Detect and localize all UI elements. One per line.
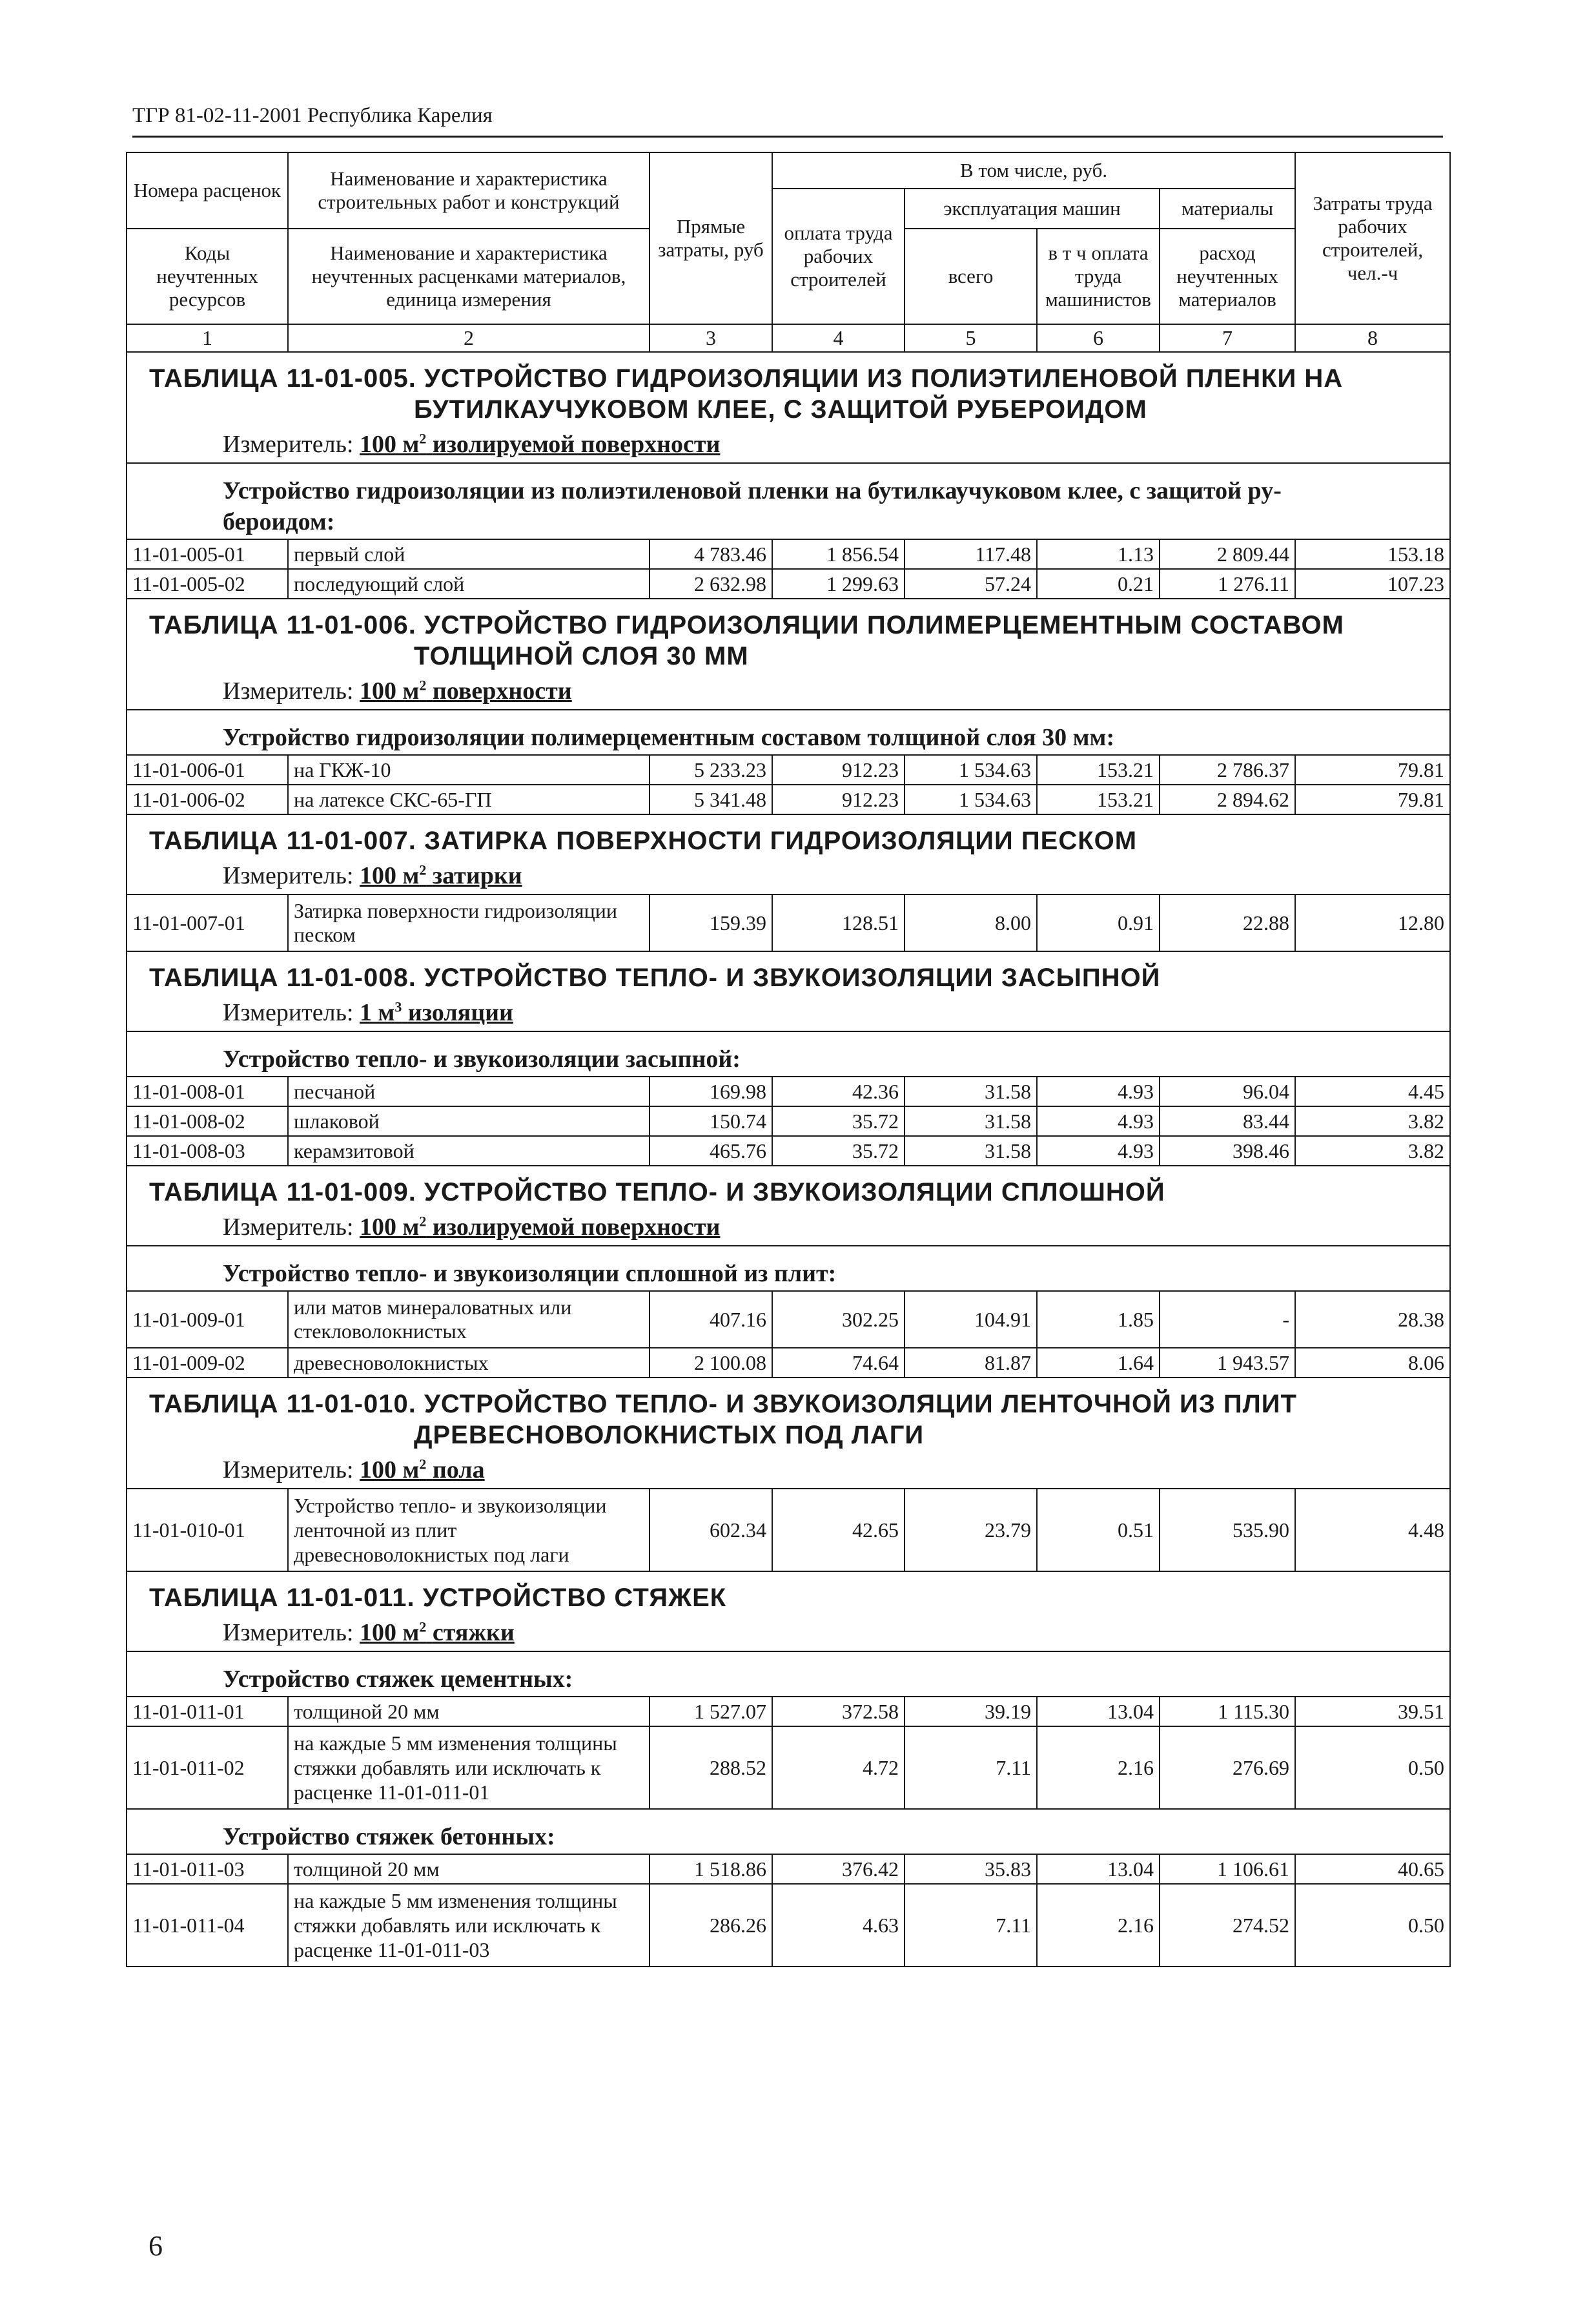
worker-wage: 4.72 [772, 1726, 905, 1809]
table-row [127, 1136, 1450, 1166]
materials-cost: - [1160, 1291, 1295, 1348]
materials-cost: 1 106.61 [1160, 1854, 1295, 1884]
table-row [127, 755, 1450, 785]
measure-number: 100 м [360, 677, 420, 705]
table-title-continuation: БУТИЛКАУЧУКОВОМ КЛЕЕ, С ЗАЩИТОЙ РУБЕРОИДОМ [414, 395, 1147, 424]
work-name: толщиной 20 мм [288, 1854, 650, 1884]
measure-power: 2 [419, 677, 427, 694]
worker-wage: 912.23 [772, 785, 905, 814]
worker-wage: 912.23 [772, 755, 905, 785]
measure-unit [360, 999, 513, 1026]
work-name: толщиной 20 мм [288, 1697, 650, 1726]
col-code-top: Номера расценок [127, 152, 288, 229]
machinist-wage: 1.13 [1037, 539, 1160, 569]
labor-hours: 79.81 [1295, 785, 1450, 814]
group-heading-text: Устройство стяжек бетонных: [223, 1823, 555, 1850]
direct-costs: 4 783.46 [650, 539, 772, 569]
labor-hours: 4.45 [1295, 1077, 1450, 1106]
table-title-row [127, 352, 1450, 428]
worker-wage: 302.25 [772, 1291, 905, 1348]
col-incl-rub: В том числе, руб. [772, 152, 1295, 189]
work-name: на ГКЖ-10 [288, 755, 650, 785]
table-title-row [127, 814, 1450, 859]
materials-cost: 96.04 [1160, 1077, 1295, 1106]
table-row [127, 894, 1450, 951]
direct-costs: 407.16 [650, 1291, 772, 1348]
col-direct-costs: Прямые затраты, руб [650, 152, 772, 324]
work-name: древесноволокнистых [288, 1348, 650, 1378]
machine-costs: 35.83 [905, 1854, 1037, 1884]
group-heading [127, 463, 1450, 539]
materials-cost: 22.88 [1160, 894, 1295, 951]
machinist-wage: 1.85 [1037, 1291, 1160, 1348]
group-heading-text: Устройство стяжек цементных: [223, 1666, 573, 1693]
rate-code: 11-01-007-01 [127, 894, 288, 951]
rate-code: 11-01-009-01 [127, 1291, 288, 1348]
measure-row [127, 859, 1450, 894]
measure-label: Измеритель: [223, 1456, 354, 1483]
table-row [127, 569, 1450, 599]
machinist-wage: 13.04 [1037, 1697, 1160, 1726]
col-materials: материалы [1160, 189, 1295, 229]
table-title [127, 1378, 1450, 1453]
group-heading [127, 1246, 1450, 1291]
col-labor: Затраты труда рабочих строителей, чел.-ч [1295, 152, 1450, 324]
materials-cost: 1 276.11 [1160, 569, 1295, 599]
table-row [127, 1291, 1450, 1348]
table-title-text: ТАБЛИЦА 11-01-005. УСТРОЙСТВО ГИДРОИЗОЛЯЦИИ ИЗ ПОЛИЭТИЛЕНОВОЙ ПЛЕНКИ НА [149, 364, 1344, 393]
group-heading-text: Устройство гидроизоляции из полиэтиленовой пленки на бутилкаучуковом клее, с защитой ру- [223, 477, 1282, 504]
machinist-wage: 4.93 [1037, 1077, 1160, 1106]
measure-power: 2 [419, 862, 427, 878]
rates-table [126, 152, 1451, 1967]
direct-costs: 169.98 [650, 1077, 772, 1106]
machine-costs: 1 534.63 [905, 785, 1037, 814]
worker-wage: 1 856.54 [772, 539, 905, 569]
col-name-top: Наименование и характеристика строительных работ и конструкций [288, 152, 650, 229]
column-number: 3 [650, 324, 772, 352]
rate-code: 11-01-009-02 [127, 1348, 288, 1378]
measure-power: 2 [419, 1213, 427, 1230]
group-heading [127, 1651, 1450, 1697]
table-row [127, 785, 1450, 814]
table-title-text: ТАБЛИЦА 11-01-007. ЗАТИРКА ПОВЕРХНОСТИ ГИДРОИЗОЛЯЦИИ ПЕСКОМ [149, 827, 1138, 855]
table-title [127, 1166, 1450, 1210]
measure-cell [127, 428, 1450, 463]
measure-cell [127, 1616, 1450, 1651]
rate-code: 11-01-008-03 [127, 1136, 288, 1166]
group-heading [127, 1031, 1450, 1077]
machinist-wage: 0.21 [1037, 569, 1160, 599]
direct-costs: 150.74 [650, 1106, 772, 1136]
work-name: песчаной [288, 1077, 650, 1106]
measure-row [127, 996, 1450, 1031]
labor-hours: 153.18 [1295, 539, 1450, 569]
worker-wage: 1 299.63 [772, 569, 905, 599]
measure-object: пола [432, 1456, 485, 1483]
measure-label: Измеритель: [223, 999, 354, 1026]
work-name: на каждые 5 мм изменения толщины стяжки добавлять или исключать к расценке 11-01-011-01 [288, 1726, 650, 1809]
measure-row [127, 428, 1450, 463]
worker-wage: 128.51 [772, 894, 905, 951]
group-heading-row [127, 710, 1450, 755]
table-head [127, 152, 1450, 352]
labor-hours: 28.38 [1295, 1291, 1450, 1348]
labor-hours: 39.51 [1295, 1697, 1450, 1726]
labor-hours: 12.80 [1295, 894, 1450, 951]
machinist-wage: 0.51 [1037, 1489, 1160, 1571]
work-name: керамзитовой [288, 1136, 650, 1166]
group-heading [127, 710, 1450, 755]
column-numbers-row [127, 324, 1450, 352]
direct-costs: 1 527.07 [650, 1697, 772, 1726]
measure-row [127, 1616, 1450, 1651]
machine-costs: 31.58 [905, 1077, 1037, 1106]
measure-label: Измеритель: [223, 1214, 354, 1241]
col-name-bottom: Наименование и характеристика неучтенных расценками материалов, единица измерения [288, 229, 650, 324]
worker-wage: 376.42 [772, 1854, 905, 1884]
table-body [127, 352, 1450, 1967]
machinist-wage: 153.21 [1037, 755, 1160, 785]
measure-unit [360, 1619, 515, 1646]
materials-cost: 1 115.30 [1160, 1697, 1295, 1726]
direct-costs: 5 341.48 [650, 785, 772, 814]
table-title [127, 814, 1450, 859]
table-title-text: ТАБЛИЦА 11-01-006. УСТРОЙСТВО ГИДРОИЗОЛЯЦИИ ПОЛИМЕРЦЕМЕНТНЫМ СОСТАВОМ [149, 611, 1344, 639]
machinist-wage: 13.04 [1037, 1854, 1160, 1884]
table-title-continuation: ДРЕВЕСНОВОЛОКНИСТЫХ ПОД ЛАГИ [414, 1421, 925, 1449]
column-number: 5 [905, 324, 1037, 352]
measure-label: Измеритель: [223, 677, 354, 705]
table-title [127, 599, 1450, 674]
rate-code: 11-01-006-02 [127, 785, 288, 814]
measure-object: изолируемой поверхности [432, 1214, 721, 1241]
machinist-wage: 2.16 [1037, 1726, 1160, 1809]
column-number: 4 [772, 324, 905, 352]
group-heading-row [127, 1246, 1450, 1291]
measure-cell [127, 1453, 1450, 1489]
measure-number: 100 м [360, 431, 420, 458]
rate-code: 11-01-011-03 [127, 1854, 288, 1884]
group-heading-text: Устройство гидроизоляции полимерцементным составом толщиной слоя 30 мм: [223, 724, 1115, 751]
work-name: на латексе СКС-65-ГП [288, 785, 650, 814]
table-row [127, 1697, 1450, 1726]
group-heading-row [127, 1651, 1450, 1697]
labor-hours: 4.48 [1295, 1489, 1450, 1571]
labor-hours: 3.82 [1295, 1106, 1450, 1136]
table-title-continuation: ТОЛЩИНОЙ СЛОЯ 30 ММ [414, 642, 749, 670]
table-row [127, 1884, 1450, 1967]
measure-label: Измеритель: [223, 862, 354, 889]
machine-costs: 39.19 [905, 1697, 1037, 1726]
page-number: 6 [148, 2230, 163, 2262]
machine-costs: 23.79 [905, 1489, 1037, 1571]
measure-number: 100 м [360, 1619, 420, 1646]
measure-cell [127, 859, 1450, 894]
work-name: Устройство тепло- и звукоизоляции ленточной из плит древесноволокнистых под лаги [288, 1489, 650, 1571]
direct-costs: 602.34 [650, 1489, 772, 1571]
col-machines: эксплуатация машин [905, 189, 1160, 229]
group-heading-row [127, 1031, 1450, 1077]
table-row [127, 1726, 1450, 1809]
rate-code: 11-01-011-01 [127, 1697, 288, 1726]
col-machines-total: всего [905, 229, 1037, 324]
table-row [127, 1106, 1450, 1136]
direct-costs: 465.76 [650, 1136, 772, 1166]
measure-label: Измеритель: [223, 1619, 354, 1646]
group-heading-text: Устройство тепло- и звукоизоляции засыпной: [223, 1046, 741, 1073]
machine-costs: 104.91 [905, 1291, 1037, 1348]
table-title-row [127, 1571, 1450, 1616]
rate-code: 11-01-011-04 [127, 1884, 288, 1967]
worker-wage: 35.72 [772, 1106, 905, 1136]
table-row [127, 1854, 1450, 1884]
measure-number: 100 м [360, 1456, 420, 1483]
work-name: первый слой [288, 539, 650, 569]
machinist-wage: 1.64 [1037, 1348, 1160, 1378]
rate-code: 11-01-008-02 [127, 1106, 288, 1136]
worker-wage: 372.58 [772, 1697, 905, 1726]
measure-cell [127, 1210, 1450, 1246]
labor-hours: 40.65 [1295, 1854, 1450, 1884]
column-number: 7 [1160, 324, 1295, 352]
group-heading-row [127, 1809, 1450, 1854]
labor-hours: 79.81 [1295, 755, 1450, 785]
measure-power: 3 [394, 998, 402, 1015]
machine-costs: 31.58 [905, 1136, 1037, 1166]
table-title-text: ТАБЛИЦА 11-01-010. УСТРОЙСТВО ТЕПЛО- И ЗВУКОИЗОЛЯЦИИ ЛЕНТОЧНОЙ ИЗ ПЛИТ [149, 1390, 1297, 1418]
measure-object: затирки [432, 862, 522, 889]
materials-cost: 274.52 [1160, 1884, 1295, 1967]
table-title-text: ТАБЛИЦА 11-01-009. УСТРОЙСТВО ТЕПЛО- И ЗВУКОИЗОЛЯЦИИ СПЛОШНОЙ [149, 1178, 1165, 1206]
measure-unit [360, 862, 522, 889]
labor-hours: 8.06 [1295, 1348, 1450, 1378]
measure-row [127, 1210, 1450, 1246]
machine-costs: 7.11 [905, 1884, 1037, 1967]
table-title-text: ТАБЛИЦА 11-01-011. УСТРОЙСТВО СТЯЖЕК [149, 1584, 727, 1612]
measure-object: стяжки [432, 1619, 515, 1646]
materials-cost: 2 894.62 [1160, 785, 1295, 814]
materials-cost: 2 786.37 [1160, 755, 1295, 785]
table-title [127, 1571, 1450, 1616]
table-row [127, 1077, 1450, 1106]
machine-costs: 117.48 [905, 539, 1037, 569]
table-row [127, 539, 1450, 569]
measure-unit [360, 431, 720, 458]
measure-number: 1 м [360, 999, 395, 1026]
measure-row [127, 1453, 1450, 1489]
measure-object: изоляции [407, 999, 513, 1026]
direct-costs: 5 233.23 [650, 755, 772, 785]
column-number: 1 [127, 324, 288, 352]
measure-object: изолируемой поверхности [432, 431, 721, 458]
document-header: ТГР 81-02-11-2001 Республика Карелия [132, 96, 1443, 138]
materials-cost: 1 943.57 [1160, 1348, 1295, 1378]
group-heading-row [127, 463, 1450, 539]
worker-wage: 74.64 [772, 1348, 905, 1378]
direct-costs: 286.26 [650, 1884, 772, 1967]
machine-costs: 57.24 [905, 569, 1037, 599]
machinist-wage: 153.21 [1037, 785, 1160, 814]
worker-wage: 42.36 [772, 1077, 905, 1106]
work-name: на каждые 5 мм изменения толщины стяжки добавлять или исключать к расценке 11-01-011-03 [288, 1884, 650, 1967]
measure-unit [360, 1214, 720, 1241]
machinist-wage: 4.93 [1037, 1136, 1160, 1166]
col-machinist-wage: в т ч оплата труда машинистов [1037, 229, 1160, 324]
rate-code: 11-01-010-01 [127, 1489, 288, 1571]
rate-code: 11-01-005-01 [127, 539, 288, 569]
rate-code: 11-01-006-01 [127, 755, 288, 785]
work-name: шлаковой [288, 1106, 650, 1136]
measure-object: поверхности [432, 677, 572, 705]
direct-costs: 288.52 [650, 1726, 772, 1809]
work-name: или матов минераловатных или стекловолокнистых [288, 1291, 650, 1348]
rate-code: 11-01-005-02 [127, 569, 288, 599]
worker-wage: 4.63 [772, 1884, 905, 1967]
measure-cell [127, 674, 1450, 710]
column-number: 6 [1037, 324, 1160, 352]
group-heading [127, 1809, 1450, 1854]
table-title-text: ТАБЛИЦА 11-01-008. УСТРОЙСТВО ТЕПЛО- И ЗВУКОИЗОЛЯЦИИ ЗАСЫПНОЙ [149, 964, 1161, 992]
measure-power: 2 [419, 1618, 427, 1635]
group-heading-continuation: бероидом: [223, 508, 335, 535]
table-title [127, 352, 1450, 428]
measure-label: Измеритель: [223, 431, 354, 458]
price-sheet [126, 152, 1449, 1967]
table-title-row [127, 1378, 1450, 1453]
direct-costs: 2 100.08 [650, 1348, 772, 1378]
col-wage: оплата труда рабочих строителей [772, 189, 905, 324]
measure-row [127, 674, 1450, 710]
measure-power: 2 [419, 1456, 427, 1472]
table-title-row [127, 951, 1450, 996]
direct-costs: 2 632.98 [650, 569, 772, 599]
machine-costs: 8.00 [905, 894, 1037, 951]
table-title [127, 951, 1450, 996]
labor-hours: 107.23 [1295, 569, 1450, 599]
labor-hours: 3.82 [1295, 1136, 1450, 1166]
direct-costs: 1 518.86 [650, 1854, 772, 1884]
worker-wage: 42.65 [772, 1489, 905, 1571]
measure-number: 100 м [360, 862, 420, 889]
machine-costs: 1 534.63 [905, 755, 1037, 785]
table-title-row [127, 1166, 1450, 1210]
col-code-bottom: Коды неучтенных ресурсов [127, 229, 288, 324]
table-row [127, 1348, 1450, 1378]
labor-hours: 0.50 [1295, 1884, 1450, 1967]
materials-cost: 2 809.44 [1160, 539, 1295, 569]
column-number: 8 [1295, 324, 1450, 352]
column-number: 2 [288, 324, 650, 352]
machine-costs: 7.11 [905, 1726, 1037, 1809]
machinist-wage: 2.16 [1037, 1884, 1160, 1967]
measure-number: 100 м [360, 1214, 420, 1241]
labor-hours: 0.50 [1295, 1726, 1450, 1809]
machinist-wage: 0.91 [1037, 894, 1160, 951]
machine-costs: 81.87 [905, 1348, 1037, 1378]
materials-cost: 398.46 [1160, 1136, 1295, 1166]
measure-power: 2 [419, 430, 427, 447]
col-materials-unaccounted: расход неучтенных материалов [1160, 229, 1295, 324]
table-title-row [127, 599, 1450, 674]
rate-code: 11-01-008-01 [127, 1077, 288, 1106]
measure-unit [360, 677, 572, 705]
machine-costs: 31.58 [905, 1106, 1037, 1136]
materials-cost: 276.69 [1160, 1726, 1295, 1809]
materials-cost: 535.90 [1160, 1489, 1295, 1571]
measure-cell [127, 996, 1450, 1031]
measure-unit [360, 1456, 485, 1483]
direct-costs: 159.39 [650, 894, 772, 951]
rate-code: 11-01-011-02 [127, 1726, 288, 1809]
work-name: последующий слой [288, 569, 650, 599]
table-row [127, 1489, 1450, 1571]
materials-cost: 83.44 [1160, 1106, 1295, 1136]
machinist-wage: 4.93 [1037, 1106, 1160, 1136]
work-name: Затирка поверхности гидроизоляции песком [288, 894, 650, 951]
worker-wage: 35.72 [772, 1136, 905, 1166]
group-heading-text: Устройство тепло- и звукоизоляции сплошной из плит: [223, 1260, 837, 1287]
